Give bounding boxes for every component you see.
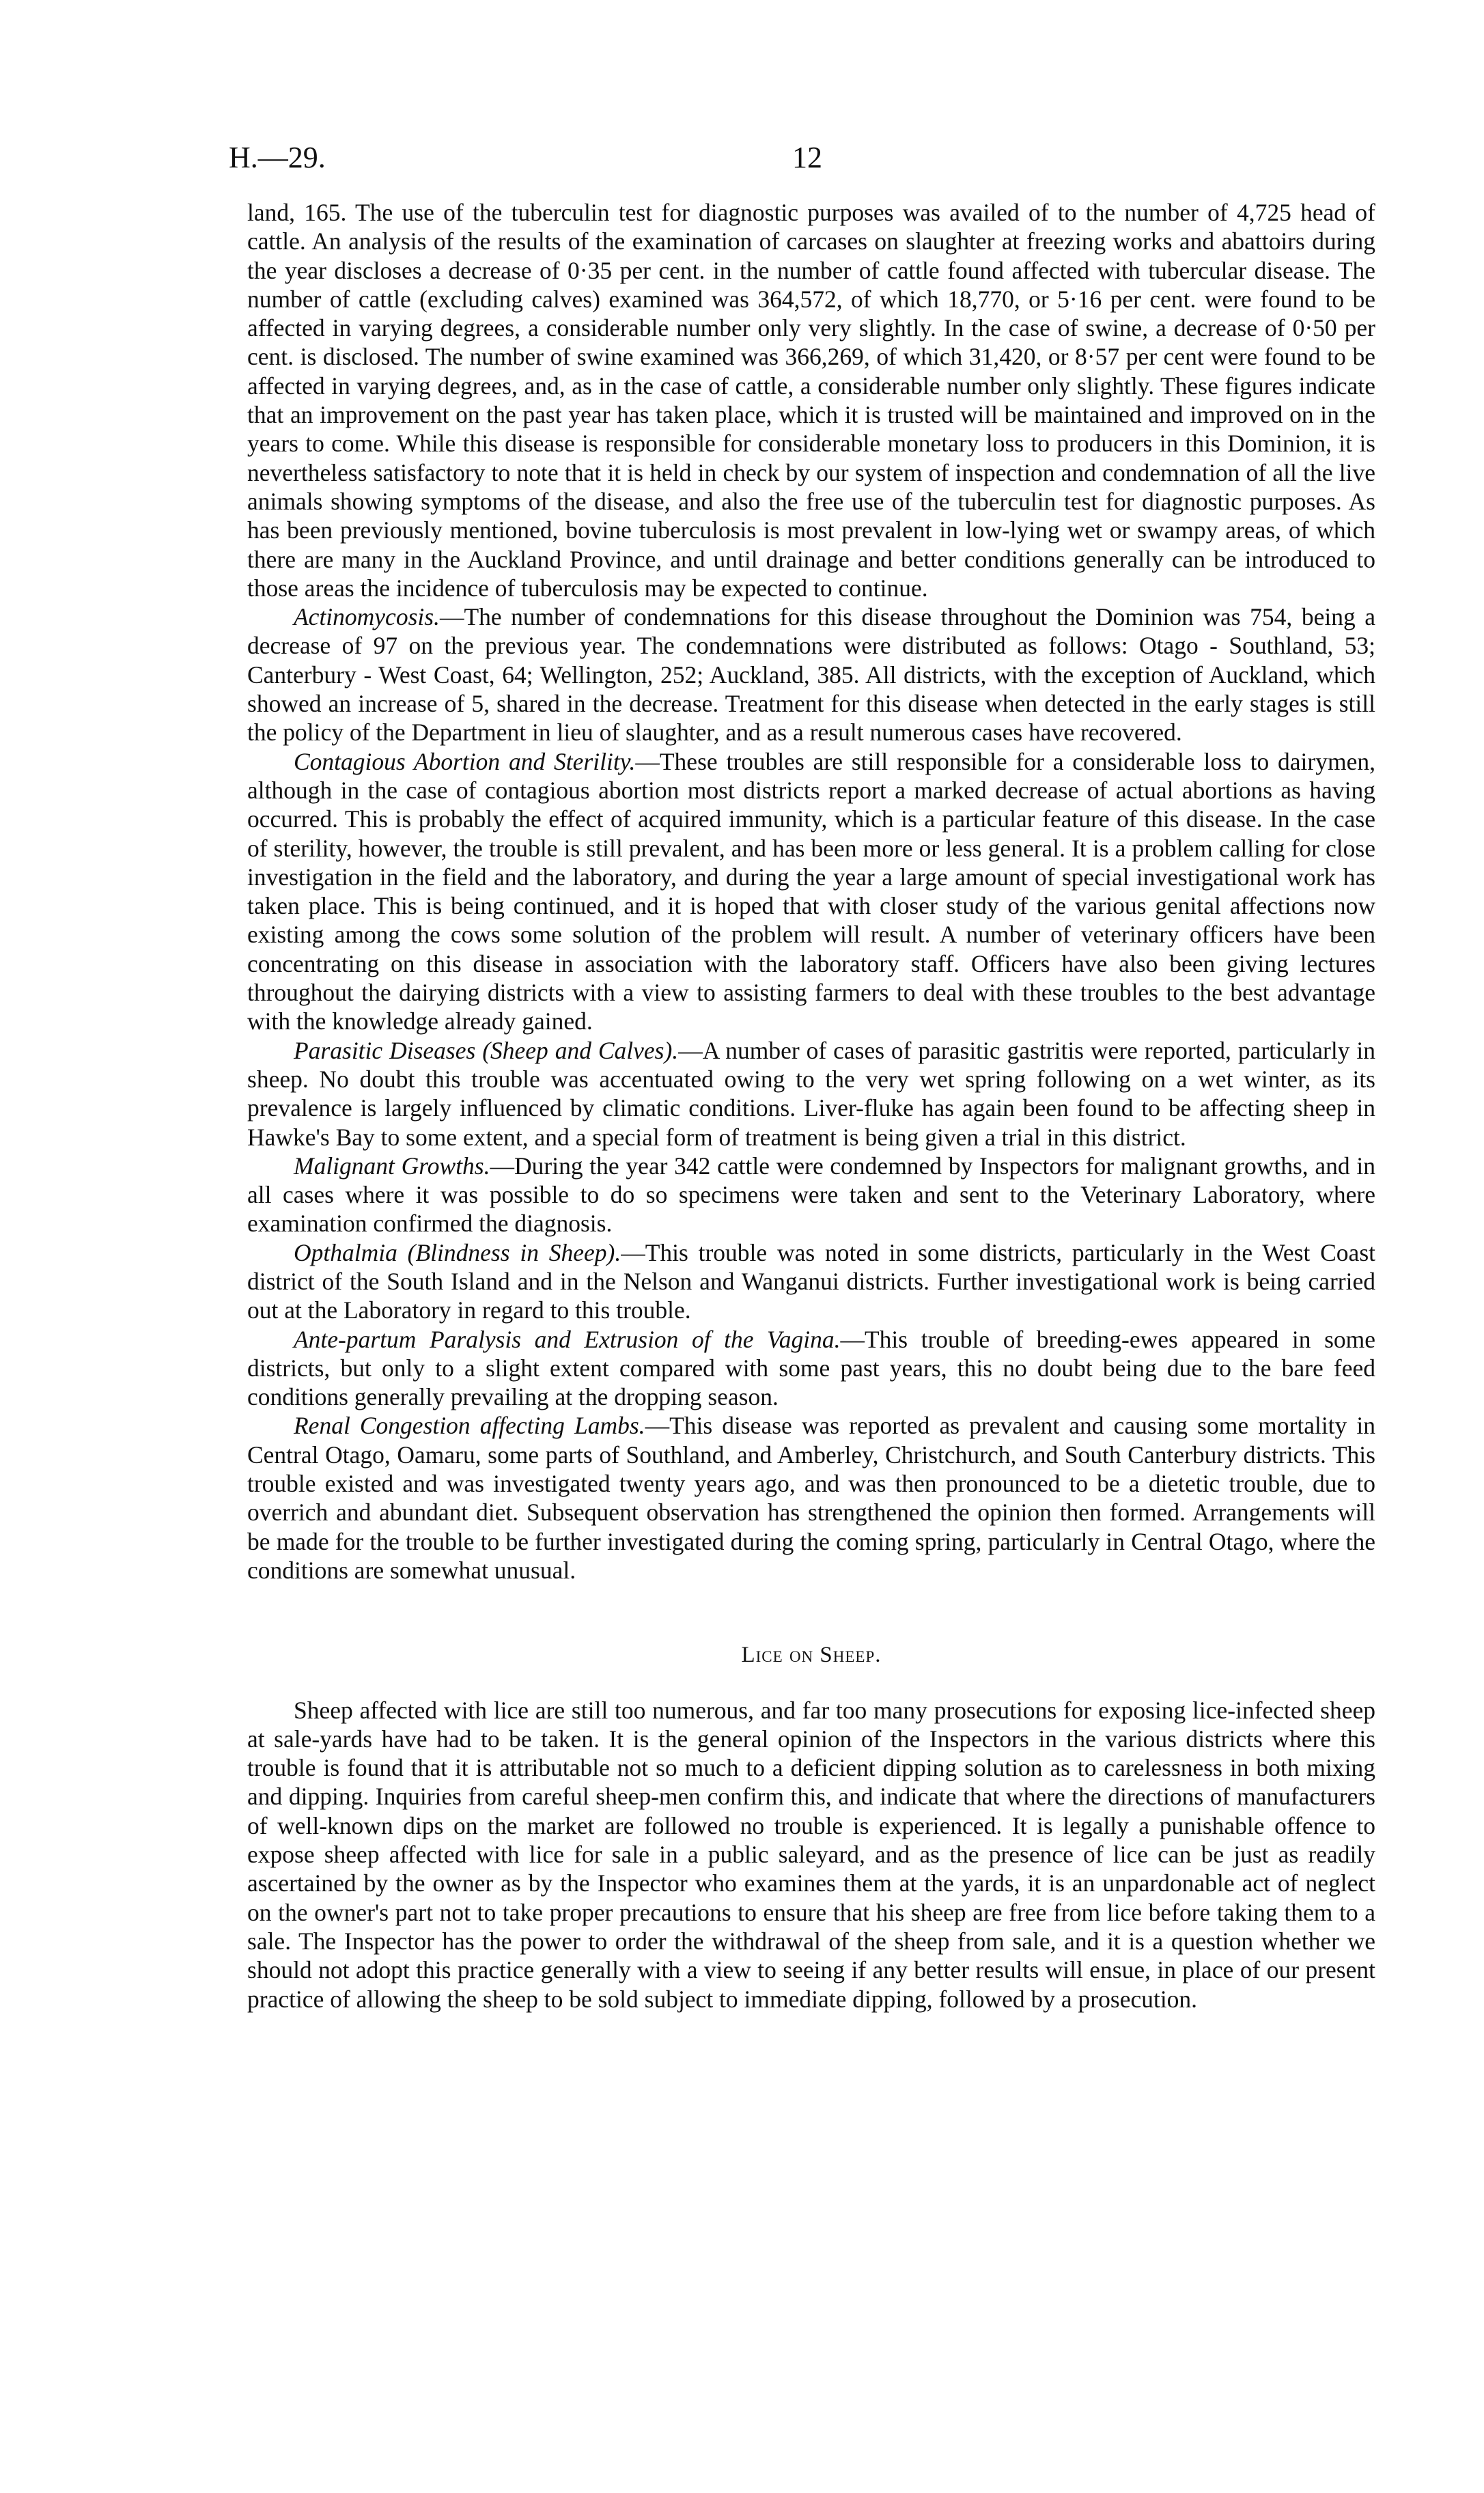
paragraph-opthalmia [247,1238,1375,1325]
page-body [247,198,1375,2014]
paragraph-parasitic-diseases [247,1036,1375,1152]
paragraph-title: Parasitic Diseases (Sheep and Calves). [294,1036,679,1064]
section-heading: Lice on Sheep. [741,1643,882,1668]
paragraph-text: —This disease was reported as prevalent and causing some mortality in Central Otago, Oamaru, some parts of Southland, and Amberley, Christchurch, and South Canterbury districts. This trouble existed and was investigated twenty years ago, and was then pronounced to be a dietetic trouble, due to overrich and abundant diet. Subsequent observation has strengthened the opinion then formed. Arrangements will be made for the trouble to be further investigated during the coming spring, particularly in Central Otago, where the conditions are somewhat unusual. [247,1412,1375,1584]
paragraph-renal-congestion [247,1411,1375,1585]
paragraph-actinomycosis [247,602,1375,747]
paragraph-contagious-abortion [247,747,1375,1036]
paragraph-text: —This trouble of breeding-ewes appeared in some districts, but only to a slight extent compared with some past years, this no doubt being due to the bare feed conditions generally prevailing at the dropping season. [247,1325,1376,1411]
paragraph-text: —A number of cases of parasitic gastritis were reported, particularly in sheep. No doubt this trouble was accentuated owing to the very wet spring following on a wet winter, as its prevalence is largely influenced by climatic conditions. Liver-fluke has again been found to be affecting sheep in Hawke's Bay to some extent, and a special form of treatment is being given a trial in this district. [247,1036,1375,1151]
paragraph-text: land, 165. The use of the tuberculin test for diagnostic purposes was availed of to the number of 4,725 head of cattle. An analysis of the results of the examination of carcases on slaughter at freezing works and abattoirs during the year discloses a decrease of 0·35 per cent. in the number of cattle found affected with tubercular disease. The number of cattle (excluding calves) examined was 364,572, of which 18,770, or 5·16 per cent. were found to be affected in varying degrees, a considerable number only very slightly. In the case of swine, a decrease of 0·50 per cent. is disclosed. The number of swine examined was 366,269, of which 31,420, or 8·57 per cent were found to be affected in varying degrees, and, as in the case of cattle, a considerable number only slightly. These figures indicate that an improvement on the past year has taken place, which it is trusted will be maintained and improved on in the years to come. While this disease is responsible for considerable monetary loss to producers in this Dominion, it is nevertheless satisfactory to note that it is held in check by our system of inspection and condemnation of all the live animals showing symptoms of the disease, and also the free use of the tuberculin test for diagnostic purposes. As has been previously mentioned, bovine tuberculosis is most prevalent in low-lying wet or swampy areas, of which there are many in the Auckland Province, and until drainage and better conditions generally can be introduced to those areas the incidence of tuberculosis may be expected to continue. [247,199,1375,602]
page-number: 12 [792,141,822,174]
paragraph-text: —These troubles are still responsible for a considerable loss to dairymen, although in the case of contagious abortion most districts report a marked decrease of actual abortions as having occurred. This is probably the effect of acquired immunity, which is a particular feature of this disease. In the case of sterility, however, the trouble is still prevalent, and has been more or less general. It is a problem calling for close investigation in the field and the laboratory, and during the year a large amount of special investigational work has taken place. This is being continued, and it is hoped that with closer study of the various genital affections now existing among the cows some solution of the problem will result. A number of veterinary officers have been concentrating on this disease in association with the laboratory staff. Officers have also been giving lectures throughout the dairying districts with a view to assisting farmers to deal with these troubles to the best advantage with the knowledge already gained. [247,747,1375,1035]
paragraph-ante-partum [247,1325,1375,1412]
paragraph-title: Malignant Growths. [294,1152,490,1180]
paragraph-lice-on-sheep [247,1696,1375,2014]
paragraph-text: —This trouble was noted in some districts, particularly in the West Coast district of the South Island and in the Nelson and Wanganui districts. Further investigational work is being carried out at the Laboratory in regard to this trouble. [247,1238,1375,1324]
paragraph-title: Ante-partum Paralysis and Extrusion of the Vagina. [294,1325,841,1353]
paragraph-text: —During the year 342 cattle were condemned by Inspectors for malignant growths, and in all cases where it was possible to do so specimens were taken and sent to the Veterinary Laboratory, where examination confirmed the diagnosis. [247,1152,1375,1238]
paragraph-title: Contagious Abortion and Sterility. [294,747,636,775]
paragraph-title: Opthalmia (Blindness in Sheep). [294,1238,621,1266]
paragraph-text: —The number of condemnations for this disease throughout the Dominion was 754, being a decrease of 97 on the previous year. The condemnations were distributed as follows: Otago - Southland, 53; Canterbury - West Coast, 64; Wellington, 252; Auckland, 385. All districts, with the exception of Auckland, which showed an increase of 5, shared in the decrease. Treatment for this disease when detected in the early stages is still the policy of the Department in lieu of slaughter, and as a result numerous cases have recovered. [247,603,1375,747]
document-reference: H.—29. [229,141,326,174]
paragraph-malignant-growths [247,1152,1375,1238]
paragraph-title: Actinomycosis. [294,603,440,631]
paragraph-text: Sheep affected with lice are still too numerous, and far too many prosecutions for exposing lice-infected sheep at sale-yards have had to be taken. It is the general opinion of the Inspectors in the various districts where this trouble is found that it is attributable not so much to a deficient dipping solution as to carelessness in both mixing and dipping. Inquiries from careful sheep-men confirm this, and indicate that where the directions of manufacturers of well-known dips on the market are followed no trouble is experienced. It is legally a punishable offence to expose sheep affected with lice for sale in a public saleyard, and as the presence of lice can be just as readily ascertained by the owner as by the Inspector who examines them at the yards, it is an unpardonable act of neglect on the owner's part not to take proper precautions to ensure that his sheep are free from lice before taking them to a sale. The Inspector has the power to order the withdrawal of the sheep from sale, and it is a question whether we should not adopt this practice generally with a view to seeing if any better results will ensue, in place of our present practice of allowing the sheep to be sold subject to immediate dipping, followed by a prosecution. [247,1696,1375,2013]
paragraph-title: Renal Congestion affecting Lambs. [294,1412,645,1440]
paragraph-tuberculosis [247,198,1375,602]
